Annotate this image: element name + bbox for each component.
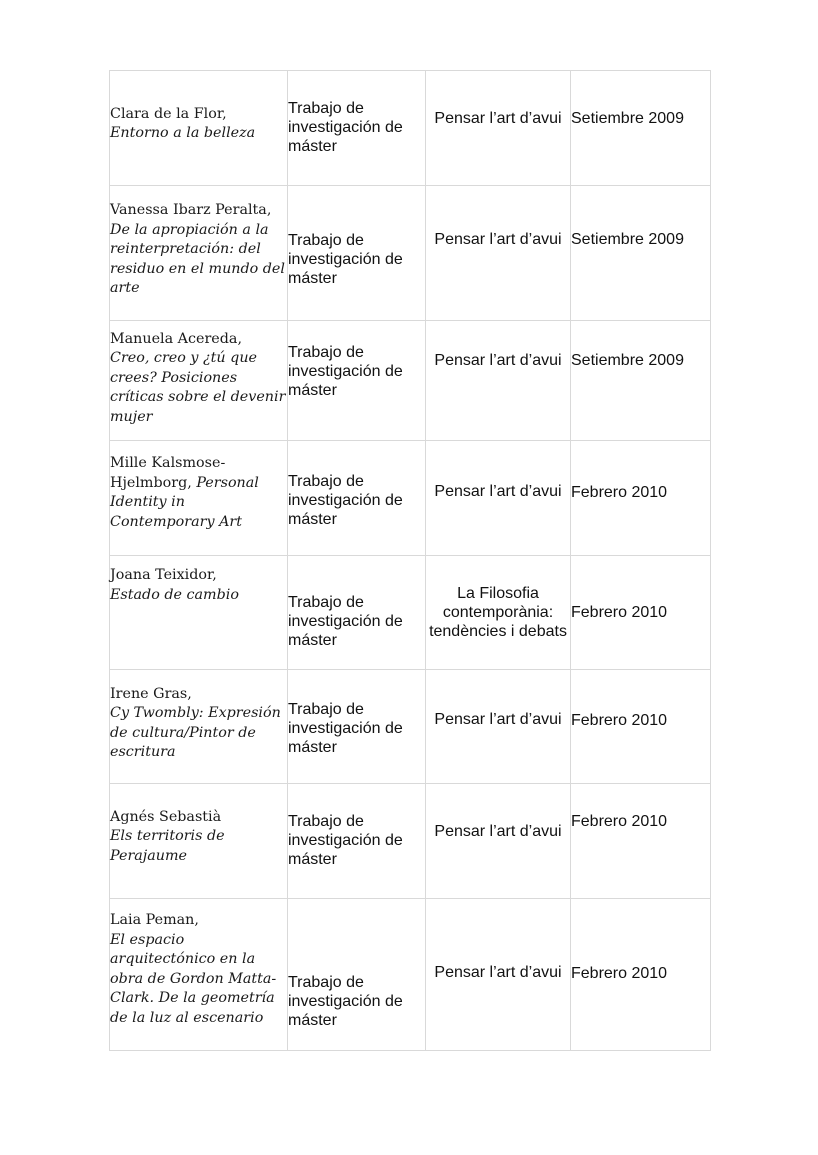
author-name: Mille Kalsmose-Hjelmborg, (110, 455, 226, 491)
work-type: Trabajo de investigación de máster (288, 472, 403, 528)
work-type: Trabajo de investigación de máster (288, 701, 403, 756)
subject-cell (426, 321, 571, 441)
work-cell (110, 670, 288, 784)
subject-cell (426, 71, 571, 186)
subject: La Filosofia contemporània: tendències i debats (429, 585, 567, 640)
type-cell (288, 71, 426, 186)
date: Setiembre 2009 (571, 109, 684, 127)
subject: Pensar l’art d’avui (434, 482, 562, 500)
author-name: Joana Teixidor, (110, 567, 217, 583)
date-cell (571, 441, 711, 556)
work-title: Estado de cambio (110, 586, 239, 603)
subject-cell (426, 441, 571, 556)
type-cell (288, 186, 426, 321)
subject: Pensar l’art d’avui (434, 964, 562, 981)
subject-cell (426, 556, 571, 670)
work-title: De la apropiación a la reinterpretación: del residuo en el mundo del arte (110, 221, 285, 297)
date: Febrero 2010 (571, 712, 668, 729)
work-type: Trabajo de investigación de máster (288, 231, 403, 287)
date-cell (571, 556, 711, 670)
table-row (110, 899, 711, 1051)
date: Febrero 2010 (571, 965, 668, 982)
subject-cell (426, 784, 571, 899)
subject: Pensar l’art d’avui (434, 352, 562, 369)
author-name: Vanessa Ibarz Peralta, (110, 202, 272, 219)
works-table (109, 70, 711, 1051)
date: Febrero 2010 (571, 483, 668, 501)
subject: Pensar l’art d’avui (434, 711, 562, 728)
work-type: Trabajo de investigación de máster (288, 99, 403, 155)
work-title: El espacio arquitectónico en la obra de Gordon Matta-Clark. De la geometría de la luz al escenario (110, 931, 277, 1026)
work-title: Personal Identity in Contemporary Art (110, 474, 259, 530)
table-row (110, 670, 711, 784)
author-name: Laia Peman, (110, 912, 199, 928)
date: Febrero 2010 (571, 604, 668, 621)
date-cell (571, 899, 711, 1051)
type-cell (288, 441, 426, 556)
type-cell (288, 784, 426, 899)
table-row (110, 186, 711, 321)
author-name: Irene Gras, (110, 685, 192, 702)
work-cell (110, 186, 288, 321)
work-cell (110, 556, 288, 670)
type-cell (288, 670, 426, 784)
author-name: Clara de la Flor, (110, 105, 227, 122)
type-cell (288, 321, 426, 441)
subject-cell (426, 899, 571, 1051)
work-type: Trabajo de investigación de máster (288, 812, 403, 868)
work-title: Els territoris de Perajaume (110, 828, 225, 864)
work-cell (110, 71, 288, 186)
work-cell (110, 441, 288, 556)
work-title: Cy Twombly: Expresión de cultura/Pintor de escritura (110, 705, 281, 760)
subject: Pensar l’art d’avui (434, 822, 562, 840)
work-cell (110, 321, 288, 441)
type-cell (288, 899, 426, 1051)
table-row (110, 556, 711, 670)
author-name: Agnés Sebastià (110, 808, 222, 825)
date-cell (571, 670, 711, 784)
date-cell (571, 71, 711, 186)
work-title: Creo, creo y ¿tú que crees? Posiciones críticas sobre el devenir mujer (110, 350, 286, 425)
date-cell (571, 186, 711, 321)
type-cell (288, 556, 426, 670)
subject: Pensar l’art d’avui (434, 109, 562, 127)
work-cell (110, 899, 288, 1051)
work-type: Trabajo de investigación de máster (288, 594, 403, 649)
work-title: Entorno a la belleza (110, 125, 256, 141)
work-cell (110, 784, 288, 899)
work-type: Trabajo de investigación de máster (288, 344, 403, 399)
work-type: Trabajo de investigación de máster (288, 974, 403, 1029)
author-name: Manuela Acereda, (110, 330, 242, 347)
table-row (110, 784, 711, 899)
date: Setiembre 2009 (571, 352, 684, 369)
table-row (110, 71, 711, 186)
table-row (110, 441, 711, 556)
date: Setiembre 2009 (571, 230, 684, 248)
date-cell (571, 784, 711, 899)
subject-cell (426, 670, 571, 784)
date-cell (571, 321, 711, 441)
subject-cell (426, 186, 571, 321)
table-row (110, 321, 711, 441)
subject: Pensar l’art d’avui (434, 230, 562, 248)
date: Febrero 2010 (571, 812, 668, 830)
